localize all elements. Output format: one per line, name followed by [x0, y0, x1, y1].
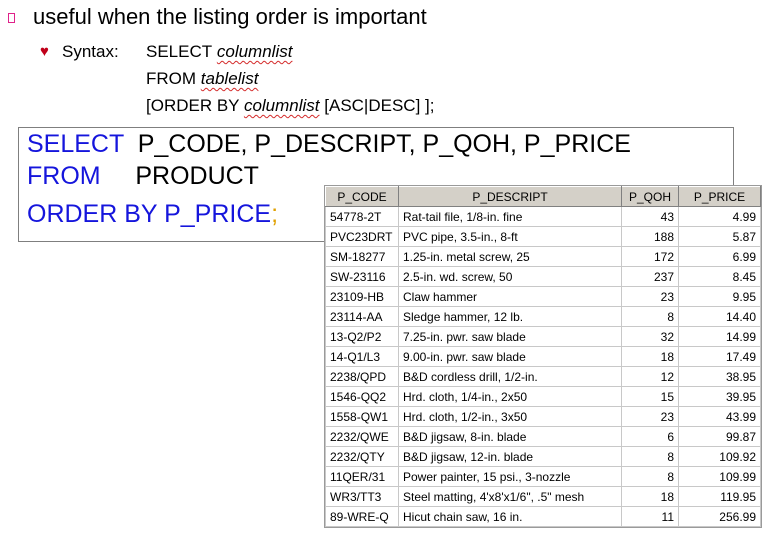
- cell-p-price: 109.92: [679, 447, 761, 467]
- header-p-price: P_PRICE: [679, 187, 761, 207]
- cell-p-price: 119.95: [679, 487, 761, 507]
- result-table: [325, 186, 761, 527]
- sql-from-kw: FROM: [27, 162, 101, 190]
- header-p-descript: P_DESCRIPT: [399, 187, 622, 207]
- table-row: [326, 207, 761, 227]
- cell-p-price: 99.87: [679, 427, 761, 447]
- cell-p-qoh: 15: [622, 387, 679, 407]
- cell-p-price: 109.99: [679, 467, 761, 487]
- cell-p-price: 9.95: [679, 287, 761, 307]
- cell-p-descript: Hicut chain saw, 16 in.: [399, 507, 622, 527]
- syntax-order-arg: columnlist: [243, 96, 320, 115]
- sql-from-table: PRODUCT: [135, 162, 259, 190]
- cell-p-code: 2232/QWE: [326, 427, 399, 447]
- cell-p-price: 6.99: [679, 247, 761, 267]
- cell-p-descript: Hrd. cloth, 1/2-in., 3x50: [399, 407, 622, 427]
- syntax-from-arg: tablelist: [200, 69, 259, 88]
- table-row: [326, 247, 761, 267]
- cell-p-code: 89-WRE-Q: [326, 507, 399, 527]
- cell-p-price: 14.99: [679, 327, 761, 347]
- cell-p-descript: PVC pipe, 3.5-in., 8-ft: [399, 227, 622, 247]
- table-row: [326, 287, 761, 307]
- cell-p-code: SW-23116: [326, 267, 399, 287]
- cell-p-qoh: 188: [622, 227, 679, 247]
- sql-select-kw: SELECT: [27, 130, 124, 158]
- cell-p-code: 23114-AA: [326, 307, 399, 327]
- table-row: [326, 487, 761, 507]
- syntax-order-close: [ASC|DESC] ];: [319, 96, 435, 115]
- table-row: [326, 407, 761, 427]
- header-p-code: P_CODE: [326, 187, 399, 207]
- table-row: [326, 387, 761, 407]
- syntax-order-open: [ORDER BY: [146, 96, 244, 115]
- cell-p-qoh: 6: [622, 427, 679, 447]
- syntax-block: [40, 38, 434, 119]
- cell-p-descript: Steel matting, 4'x8'x1/6", .5" mesh: [399, 487, 622, 507]
- table-row: [326, 327, 761, 347]
- table-row: [326, 427, 761, 447]
- cell-p-price: 43.99: [679, 407, 761, 427]
- sql-semicolon: ;: [271, 200, 279, 228]
- cell-p-code: PVC23DRT: [326, 227, 399, 247]
- cell-p-qoh: 18: [622, 487, 679, 507]
- header-p-qoh: P_QOH: [622, 187, 679, 207]
- cell-p-code: 11QER/31: [326, 467, 399, 487]
- cell-p-qoh: 8: [622, 307, 679, 327]
- table-row: [326, 447, 761, 467]
- cell-p-code: 54778-2T: [326, 207, 399, 227]
- cell-p-price: 256.99: [679, 507, 761, 527]
- sql-from-line: [27, 162, 259, 191]
- table-row: [326, 507, 761, 527]
- cell-p-code: 1546-QQ2: [326, 387, 399, 407]
- cell-p-descript: B&D cordless drill, 1/2-in.: [399, 367, 622, 387]
- table-header-row: [326, 187, 761, 207]
- cell-p-qoh: 12: [622, 367, 679, 387]
- cell-p-price: 17.49: [679, 347, 761, 367]
- cell-p-qoh: 11: [622, 507, 679, 527]
- syntax-select-kw: SELECT: [146, 42, 213, 61]
- table-row: [326, 467, 761, 487]
- cell-p-code: SM-18277: [326, 247, 399, 267]
- cell-p-descript: B&D jigsaw, 12-in. blade: [399, 447, 622, 467]
- syntax-label: Syntax:: [62, 42, 119, 61]
- cell-p-code: 13-Q2/P2: [326, 327, 399, 347]
- cell-p-price: 38.95: [679, 367, 761, 387]
- cell-p-price: 5.87: [679, 227, 761, 247]
- cell-p-code: 14-Q1/L3: [326, 347, 399, 367]
- cell-p-descript: B&D jigsaw, 8-in. blade: [399, 427, 622, 447]
- sql-order-kw: ORDER BY: [27, 200, 158, 228]
- cell-p-qoh: 32: [622, 327, 679, 347]
- table-row: [326, 227, 761, 247]
- bullet-text: useful when the listing order is important: [33, 4, 427, 29]
- sql-select-line: [27, 130, 631, 159]
- table-row: [326, 307, 761, 327]
- cell-p-qoh: 23: [622, 407, 679, 427]
- cell-p-price: 4.99: [679, 207, 761, 227]
- syntax-select-arg: columnlist: [216, 42, 293, 61]
- cell-p-qoh: 18: [622, 347, 679, 367]
- cell-p-descript: Power painter, 15 psi., 3-nozzle: [399, 467, 622, 487]
- table-row: [326, 267, 761, 287]
- cell-p-price: 14.40: [679, 307, 761, 327]
- cell-p-descript: 7.25-in. pwr. saw blade: [399, 327, 622, 347]
- sql-order-col: P_PRICE: [164, 200, 272, 228]
- cell-p-qoh: 8: [622, 447, 679, 467]
- cell-p-descript: Rat-tail file, 1/8-in. fine: [399, 207, 622, 227]
- cell-p-code: 23109-HB: [326, 287, 399, 307]
- cell-p-descript: 1.25-in. metal screw, 25: [399, 247, 622, 267]
- sql-select-cols: P_CODE, P_DESCRIPT, P_QOH, P_PRICE: [137, 130, 631, 158]
- cell-p-qoh: 43: [622, 207, 679, 227]
- cell-p-qoh: 172: [622, 247, 679, 267]
- cell-p-code: WR3/TT3: [326, 487, 399, 507]
- main-bullet: [8, 4, 427, 30]
- table-row: [326, 367, 761, 387]
- cell-p-descript: Sledge hammer, 12 lb.: [399, 307, 622, 327]
- heart-bullet-icon: ♥: [40, 43, 49, 60]
- table-row: [326, 347, 761, 367]
- sql-order-line: [27, 200, 278, 229]
- cell-p-descript: Claw hammer: [399, 287, 622, 307]
- cell-p-descript: Hrd. cloth, 1/4-in., 2x50: [399, 387, 622, 407]
- syntax-from-kw: FROM: [146, 69, 197, 88]
- cell-p-price: 39.95: [679, 387, 761, 407]
- cell-p-qoh: 8: [622, 467, 679, 487]
- cell-p-code: 2232/QTY: [326, 447, 399, 467]
- cell-p-descript: 2.5-in. wd. screw, 50: [399, 267, 622, 287]
- cell-p-code: 2238/QPD: [326, 367, 399, 387]
- cell-p-descript: 9.00-in. pwr. saw blade: [399, 347, 622, 367]
- cell-p-qoh: 23: [622, 287, 679, 307]
- cell-p-code: 1558-QW1: [326, 407, 399, 427]
- square-bullet-icon: [8, 13, 15, 23]
- cell-p-price: 8.45: [679, 267, 761, 287]
- cell-p-qoh: 237: [622, 267, 679, 287]
